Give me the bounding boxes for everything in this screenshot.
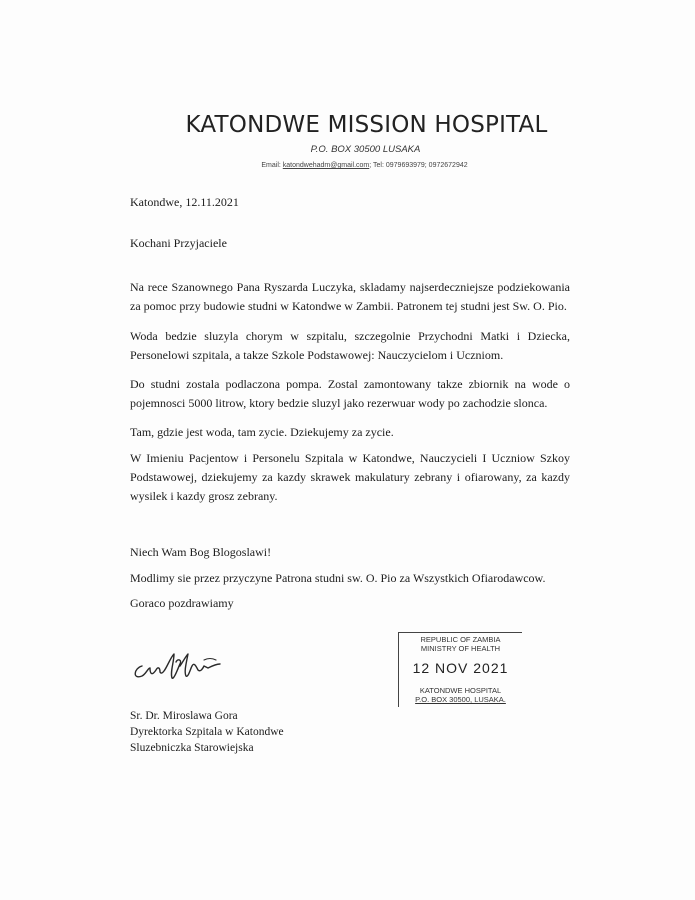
paragraph-motto: Tam, gdzie jest woda, tam zycie. Dziekujemy za zycie. (130, 425, 394, 439)
paragraph-thanks: Na rece Szanownego Pana Ryszarda Luczyka, skladamy najserdeczniejsze podziekowania za pomoc przy budowie studni w Katondwe w Zambii. Patronem tej studni jest Sw. O. Pio. (130, 280, 570, 313)
signer-name: Sr. Dr. Miroslawa Gora (130, 710, 238, 722)
stamp-hospital: KATONDWE HOSPITAL (419, 686, 502, 695)
ministry-stamp (398, 632, 523, 708)
email-address: katondwehadm@gmail.com (282, 162, 370, 169)
paragraph-water-use: Woda bedzie sluzyla chorym w szpitalu, szczegolnie Przychodni Matki i Dziecka, Personelowi szpitala, a takze Szkole Podstawowej: Nauczycielom i Uczniom. (130, 329, 570, 362)
letterhead (0, 112, 695, 169)
blessing-line: Niech Wam Bog Blogoslawi! (130, 545, 272, 559)
signer-block (130, 708, 284, 756)
signer-title: Dyrektorka Szpitala w Katondwe (130, 726, 284, 738)
phone-numbers: ; Tel: 0979693979; 0972672942 (369, 162, 468, 169)
paragraph-gratitude: W Imieniu Pacjentow i Personelu Szpitala w Katondwe, Nauczycieli I Uczniow Szkoy Podstawowej, dziekujemy za kazdy skrawek makulatury zebrany i ofiarowany, za kazdy wysilek i kazdy grosz zebrany. (130, 451, 570, 503)
handwritten-signature (128, 646, 248, 686)
stamp-date: 12 NOV 2021 (412, 660, 509, 676)
paragraph-pump: Do studni zostala podlaczona pompa. Zostal zamontowany takze zbiornik na wode o pojemnosci 5000 litrow, ktory bedzie sluzyl jako rezerwuar wody po zachodzie slonca. (130, 377, 570, 410)
hospital-address: P.O. BOX 30500 LUSAKA (310, 144, 421, 155)
signer-order: Sluzebniczka Starowiejska (130, 742, 254, 754)
stamp-republic: REPUBLIC OF ZAMBIA (420, 635, 501, 644)
date-line: Katondwe, 12.11.2021 (130, 195, 239, 209)
hospital-contact (34, 162, 695, 169)
email-label: Email: (261, 162, 281, 169)
greeting-line: Goraco pozdrawiamy (130, 596, 234, 610)
stamp-address: P.O. BOX 30500, LUSAKA. (415, 695, 506, 704)
hospital-name: KATONDWE MISSION HOSPITAL (185, 112, 548, 138)
prayer-line: Modlimy sie przez przyczyne Patrona studni sw. O. Pio za Wszystkich Ofiarodawcow. (130, 571, 546, 585)
salutation: Kochani Przyjaciele (130, 236, 227, 250)
stamp-ministry: MINISTRY OF HEALTH (420, 644, 501, 653)
